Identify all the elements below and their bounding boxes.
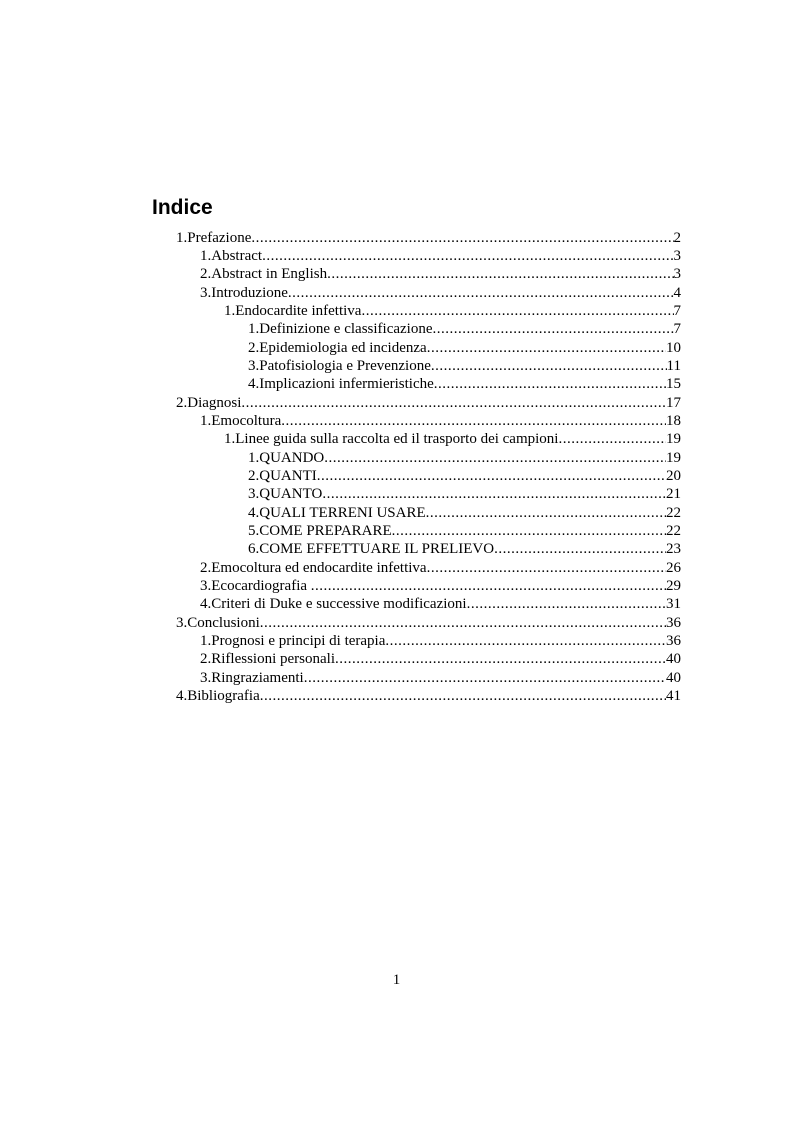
toc-page: 36	[666, 615, 681, 631]
toc-title: QUANDO	[259, 450, 325, 466]
toc-title: Ecocardiografia	[211, 578, 311, 594]
toc-number: 3.	[200, 285, 212, 301]
toc-entry-emocoltura[interactable]	[200, 412, 681, 430]
toc-leader	[324, 449, 666, 467]
toc-title: Abstract	[211, 248, 263, 264]
toc-page: 19	[666, 431, 681, 447]
toc-number: 3.	[200, 670, 212, 686]
toc-title: Ringraziamenti	[211, 670, 304, 686]
toc-page: 4	[673, 285, 681, 301]
toc-title: Emocoltura ed endocardite infettiva	[211, 560, 427, 576]
toc-title: Riflessioni personali	[211, 651, 335, 667]
toc-entry-emocoltura-endocardite[interactable]	[200, 559, 681, 577]
toc-title: Abstract in English	[211, 266, 328, 282]
toc-entry-diagnosi[interactable]	[176, 394, 681, 412]
toc-leader	[327, 265, 673, 283]
toc-title: Epidemiologia ed incidenza	[259, 340, 427, 356]
toc-leader	[427, 559, 666, 577]
toc-page: 7	[673, 321, 681, 337]
toc-leader	[322, 485, 666, 503]
toc-number: 1.	[176, 230, 188, 246]
toc-title: Endocardite infettiva	[235, 303, 362, 319]
toc-entry-implicazioni[interactable]	[248, 375, 681, 393]
toc-page: 22	[666, 523, 681, 539]
toc-entry-patofisiologia[interactable]	[248, 357, 681, 375]
toc-leader	[434, 375, 666, 393]
toc-title: Prefazione	[187, 230, 252, 246]
toc-title: Diagnosi	[187, 395, 242, 411]
toc-entry-riflessioni[interactable]	[200, 650, 681, 668]
toc-entry-definizione[interactable]	[248, 320, 681, 338]
toc-number: 1.	[248, 321, 260, 337]
toc-leader	[494, 540, 666, 558]
toc-leader	[335, 650, 666, 668]
toc-page: 19	[666, 450, 681, 466]
toc-leader	[260, 687, 666, 705]
toc-leader	[392, 522, 666, 540]
toc-leader	[361, 302, 673, 320]
toc-number: 2.	[176, 395, 188, 411]
toc-title: Bibliografia	[187, 688, 260, 704]
toc-leader	[426, 504, 666, 522]
toc-entry-prefazione[interactable]	[176, 229, 681, 247]
toc-page: 29	[666, 578, 681, 594]
toc-page: 7	[673, 303, 681, 319]
toc-number: 2.	[200, 266, 212, 282]
toc-entry-conclusioni[interactable]	[176, 614, 681, 632]
toc-page: 22	[666, 505, 681, 521]
toc-number: 1.	[200, 413, 212, 429]
toc-entry-quanti[interactable]	[248, 467, 681, 485]
toc-leader	[558, 430, 666, 448]
toc-leader	[431, 357, 667, 375]
toc-number: 1.	[200, 633, 212, 649]
toc-entry-epidemiologia[interactable]	[248, 339, 681, 357]
toc-number: 2.	[248, 340, 260, 356]
toc-title: COME PREPARARE	[259, 523, 392, 539]
toc-page: 11	[666, 358, 681, 374]
toc-number: 2.	[200, 651, 212, 667]
toc-number: 3.	[176, 615, 188, 631]
toc-number: 2.	[248, 468, 260, 484]
toc-number: 4.	[248, 505, 260, 521]
toc-title: COME EFFETTUARE IL PRELIEVO	[259, 541, 495, 557]
toc-entry-ringraziamenti[interactable]	[200, 669, 681, 687]
toc-page: 17	[666, 395, 681, 411]
toc-number: 4.	[248, 376, 260, 392]
toc-entry-come-effettuare[interactable]	[248, 540, 681, 558]
toc-entry-quali-terreni[interactable]	[248, 504, 681, 522]
toc-entry-introduzione[interactable]	[200, 284, 681, 302]
toc-leader	[433, 320, 674, 338]
toc-page: 15	[666, 376, 681, 392]
toc-number: 1.	[248, 450, 260, 466]
toc-entry-come-preparare[interactable]	[248, 522, 681, 540]
toc-number: 1.	[200, 248, 212, 264]
toc-page: 10	[666, 340, 681, 356]
toc-entry-linee-guida[interactable]	[224, 430, 681, 448]
toc-entry-criteri-duke[interactable]	[200, 595, 681, 613]
toc-title: Linee guida sulla raccolta ed il trasporto dei campioni	[235, 431, 559, 447]
toc-page: 41	[666, 688, 681, 704]
toc-leader	[427, 339, 666, 357]
toc-page: 40	[666, 651, 681, 667]
toc-title: Patofisiologia e Prevenzione	[259, 358, 431, 374]
toc-number: 5.	[248, 523, 260, 539]
toc-leader	[311, 577, 666, 595]
toc-title: QUANTI	[259, 468, 317, 484]
toc-page: 31	[666, 596, 681, 612]
toc-leader	[304, 669, 666, 687]
toc-entry-bibliografia[interactable]	[176, 687, 681, 705]
toc-title: Introduzione	[211, 285, 288, 301]
toc-leader	[281, 412, 666, 430]
toc-title: Implicazioni infermieristiche	[259, 376, 434, 392]
toc-page: 36	[666, 633, 681, 649]
toc-title: QUALI TERRENI USARE	[259, 505, 426, 521]
toc-entry-endocardite[interactable]	[224, 302, 681, 320]
toc-leader	[385, 632, 666, 650]
toc-number: 1.	[224, 303, 236, 319]
toc-title: Emocoltura	[211, 413, 282, 429]
toc-number: 1.	[224, 431, 236, 447]
toc-number: 3.	[248, 486, 260, 502]
toc-leader	[251, 229, 673, 247]
toc-leader	[262, 247, 673, 265]
toc-entry-abstract-english[interactable]	[200, 265, 681, 283]
toc-title: Criteri di Duke e successive modificazioni	[211, 596, 467, 612]
toc-leader	[467, 595, 666, 613]
toc-page: 21	[666, 486, 681, 502]
toc-number: 4.	[176, 688, 188, 704]
toc-number: 3.	[200, 578, 212, 594]
toc-title: QUANTO	[259, 486, 323, 502]
toc-page: 3	[673, 248, 681, 264]
toc-leader	[241, 394, 666, 412]
toc-title: Definizione e classificazione	[259, 321, 433, 337]
toc-page: 40	[666, 670, 681, 686]
toc-title: Prognosi e principi di terapia	[211, 633, 386, 649]
toc-entry-quando[interactable]	[248, 449, 681, 467]
page-number: 1	[392, 972, 401, 988]
toc-page: 20	[666, 468, 681, 484]
toc-number: 4.	[200, 596, 212, 612]
toc-leader	[288, 284, 674, 302]
toc-title: Conclusioni	[187, 615, 260, 631]
toc-number: 2.	[200, 560, 212, 576]
toc-page: 18	[666, 413, 681, 429]
toc-page: 2	[673, 230, 681, 246]
toc-entry-abstract[interactable]	[200, 247, 681, 265]
toc-leader	[317, 467, 666, 485]
toc-entry-ecocardiografia[interactable]	[200, 577, 681, 595]
toc-page: 23	[666, 541, 681, 557]
toc-leader	[260, 614, 666, 632]
toc-number: 6.	[248, 541, 260, 557]
toc-heading: Indice	[152, 196, 213, 219]
toc-entry-quanto[interactable]	[248, 485, 681, 503]
toc-page: 3	[673, 266, 681, 282]
toc-number: 3.	[248, 358, 260, 374]
toc-page: 26	[666, 560, 681, 576]
toc-entry-prognosi[interactable]	[200, 632, 681, 650]
